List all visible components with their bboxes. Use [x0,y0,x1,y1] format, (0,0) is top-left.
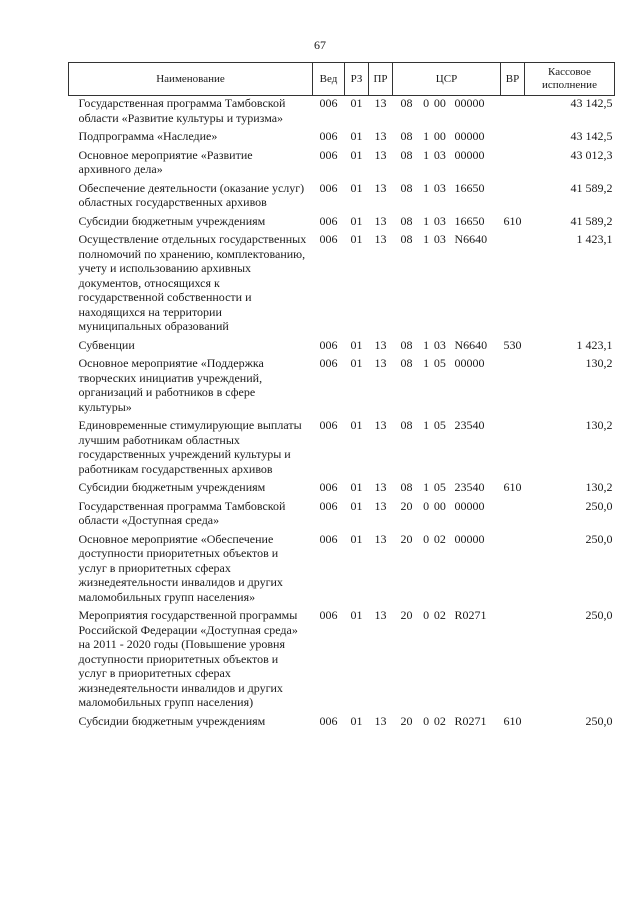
row-csr-part: 1 [423,418,430,432]
row-csr [393,181,501,214]
row-csr-part: 20 [400,498,413,513]
row-name: Государственная программа Тамбовской области «Развитие культуры и туризма» [78,96,286,125]
row-csr [393,608,501,714]
row-csr-part: 20 [400,713,413,728]
row-pr: 13 [374,608,387,622]
row-ved: 006 [319,129,338,143]
row-csr-part: 05 [433,480,446,494]
table-row [69,356,615,418]
table-row [69,148,615,181]
row-name: Осуществление отдельных государственных полномочий по хранению, комплектованию, учету и использованию архивных документов, относящихся к государственной собственности и находящихся на территории муниципальных образований [78,232,307,333]
table-row [69,338,615,357]
row-vr [501,181,525,214]
row-rz: 01 [350,480,363,494]
table-row [69,181,615,214]
table-row [69,608,615,714]
row-csr-part: 1 [423,129,430,143]
row-name: Субвенции [78,337,135,352]
row-csr [393,714,501,733]
page-number: 67 [314,38,326,52]
row-rz: 01 [350,418,363,432]
row-csr-part: 0 [423,498,430,513]
row-csr [393,214,501,233]
row-csr-part: 20 [400,608,413,622]
row-csr-part: 0 [423,531,430,546]
row-pr: 13 [374,713,387,728]
row-csr-part: 1 [423,180,430,195]
table-row [69,532,615,609]
row-csr [393,499,501,532]
row-amount: 130,2 [585,480,613,494]
row-amount: 250,0 [585,498,613,513]
row-name: Мероприятия государственной программы Российской Федерации «Доступная среда» на 2011 - 2020 годы (Повышение уровня доступности приоритетных объектов и услуг в приоритетных сферах жизнедеятельности инвалидов и других маломобильных групп населения) [78,608,298,709]
row-csr-part: 00000 [454,531,485,546]
row-vr [501,148,525,181]
header-ved: Вед [313,63,345,96]
row-ved: 006 [319,337,338,352]
row-csr-part: 03 [433,180,446,195]
row-rz: 01 [350,608,363,622]
header-pr: ПР [369,63,393,96]
row-csr-part: 00000 [454,96,485,110]
row-csr-part: 00000 [454,129,485,143]
table-row [69,96,615,130]
row-csr [393,148,501,181]
table-row [69,232,615,338]
table-row [69,499,615,532]
row-csr-part: 08 [400,180,413,195]
row-rz: 01 [350,531,363,546]
row-csr [393,480,501,499]
row-amount: 41 589,2 [570,213,613,228]
row-csr-part: 02 [433,531,446,546]
row-vr [501,418,525,480]
row-csr-part: 08 [400,213,413,228]
row-amount: 250,0 [585,713,613,728]
row-name: Государственная программа Тамбовской области «Доступная среда» [78,498,286,527]
row-csr-part: 08 [400,480,413,494]
row-csr-part: 03 [433,213,446,228]
row-ved: 006 [319,531,338,546]
row-csr [393,338,501,357]
row-csr [393,418,501,480]
row-csr-part: 16650 [454,180,485,195]
row-rz: 01 [350,147,363,162]
row-csr-part: 08 [400,129,413,143]
row-vr: 530 [503,337,522,352]
row-rz: 01 [350,232,363,246]
row-rz: 01 [350,713,363,728]
row-pr: 13 [374,418,387,432]
row-name: Обеспечение деятельности (оказание услуг) областных государственных архивов [78,180,305,209]
row-rz: 01 [350,96,363,110]
row-csr-part: N6640 [454,232,488,246]
row-ved: 006 [319,232,338,246]
row-ved: 006 [319,713,338,728]
row-csr [393,356,501,418]
row-csr-part: 00000 [454,356,485,370]
row-vr [501,608,525,714]
row-amount: 130,2 [585,418,613,432]
table-row [69,714,615,733]
table-row [69,129,615,148]
row-csr [393,129,501,148]
row-name: Основное мероприятие «Поддержка творческих инициатив учреждений, организаций и работников в сфере культуры» [78,356,264,414]
row-pr: 13 [374,531,387,546]
row-csr-part: 08 [400,147,413,162]
row-csr-part: 08 [400,418,413,432]
row-amount: 1 423,1 [576,232,613,246]
row-csr-part: 00 [433,129,446,143]
header-name: Наименование [69,63,313,96]
row-ved: 006 [319,480,338,494]
row-csr-part: 0 [423,608,430,622]
row-ved: 006 [319,418,338,432]
table-row [69,480,615,499]
row-name: Подпрограмма «Наследие» [78,129,218,143]
row-amount: 41 589,2 [570,180,613,195]
row-amount: 130,2 [585,356,613,370]
row-csr-part: 05 [433,418,446,432]
table-row [69,214,615,233]
row-pr: 13 [374,480,387,494]
row-csr-part: 08 [400,356,413,370]
row-csr-part: 05 [433,356,446,370]
row-name: Субсидии бюджетным учреждениям [78,480,266,494]
row-csr-part: 02 [433,608,446,622]
row-rz: 01 [350,337,363,352]
row-csr-part: 08 [400,96,413,110]
row-vr [501,532,525,609]
row-vr [501,356,525,418]
header-amount: Кассовое исполнение [525,63,615,96]
row-amount: 43 012,3 [570,147,613,162]
row-pr: 13 [374,356,387,370]
row-name: Субсидии бюджетным учреждениям [78,713,266,728]
row-ved: 006 [319,147,338,162]
row-csr-part: N6640 [454,337,488,352]
row-amount: 250,0 [585,531,613,546]
row-vr: 610 [503,480,522,494]
row-csr-part: 23540 [454,480,485,494]
row-csr-part: 23540 [454,418,485,432]
row-csr [393,96,501,130]
row-csr-part: 03 [433,337,446,352]
row-csr-part: R0271 [454,713,487,728]
row-csr-part: 03 [433,147,446,162]
row-csr-part: 00 [433,498,446,513]
row-csr-part: 1 [423,232,430,246]
row-csr-part: 00 [433,96,446,110]
row-csr-part: 00000 [454,498,485,513]
row-pr: 13 [374,213,387,228]
row-csr-part: 16650 [454,213,485,228]
row-csr-part: 02 [433,713,446,728]
row-amount: 250,0 [585,608,613,622]
row-csr-part: 03 [433,232,446,246]
row-pr: 13 [374,96,387,110]
row-name: Основное мероприятие «Развитие архивного дела» [78,147,253,176]
row-csr-part: 1 [423,356,430,370]
row-rz: 01 [350,213,363,228]
row-ved: 006 [319,498,338,513]
row-csr-part: 1 [423,480,430,494]
row-vr [501,499,525,532]
row-ved: 006 [319,608,338,622]
row-csr-part: 08 [400,232,413,246]
header-csr: ЦСР [393,63,501,96]
row-vr [501,129,525,148]
row-ved: 006 [319,180,338,195]
row-pr: 13 [374,498,387,513]
row-csr-part: 08 [400,337,413,352]
row-rz: 01 [350,498,363,513]
row-csr-part: 1 [423,337,430,352]
row-vr [501,232,525,338]
row-vr: 610 [503,213,522,228]
row-csr [393,532,501,609]
row-csr-part: 00000 [454,147,485,162]
header-vr: ВР [501,63,525,96]
row-csr-part: 1 [423,147,430,162]
row-amount: 43 142,5 [570,129,613,143]
row-csr-part: 1 [423,213,430,228]
row-pr: 13 [374,129,387,143]
row-csr-part: 20 [400,531,413,546]
row-rz: 01 [350,129,363,143]
row-vr: 610 [503,713,522,728]
row-pr: 13 [374,147,387,162]
row-csr-part: 0 [423,96,430,110]
row-pr: 13 [374,337,387,352]
row-rz: 01 [350,356,363,370]
budget-execution-table [68,62,615,732]
row-ved: 006 [319,356,338,370]
row-name: Основное мероприятие «Обеспечение доступности приоритетных объектов и услуг в приоритетных сферах жизнедеятельности инвалидов и других маломобильных групп населения» [78,531,283,604]
row-csr-part: 0 [423,713,430,728]
row-csr [393,232,501,338]
row-ved: 006 [319,96,338,110]
table-row [69,418,615,480]
row-ved: 006 [319,213,338,228]
row-csr-part: R0271 [454,608,487,622]
header-rz: РЗ [345,63,369,96]
row-amount: 43 142,5 [570,96,613,110]
row-pr: 13 [374,180,387,195]
row-name: Субсидии бюджетным учреждениям [78,213,266,228]
row-vr [501,96,525,130]
row-pr: 13 [374,232,387,246]
row-name: Единовременные стимулирующие выплаты лучшим работникам областных государственных учреждений культуры и работникам государственных архивов [78,418,302,476]
table-header-row [69,63,615,96]
row-amount: 1 423,1 [576,337,613,352]
row-rz: 01 [350,180,363,195]
